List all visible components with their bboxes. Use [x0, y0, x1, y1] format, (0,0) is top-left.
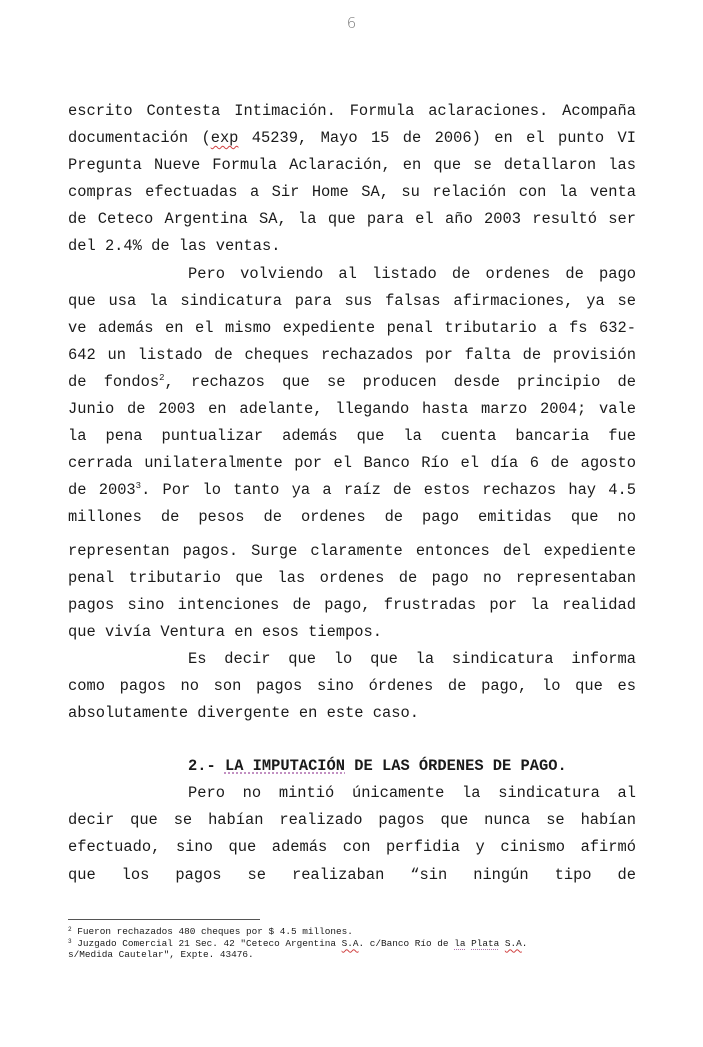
- text-line: [68, 369, 636, 396]
- text-line: Pregunta Nueve Formula Aclaración, en que se detallaron las: [68, 156, 636, 175]
- spellcheck-word[interactable]: S.A: [341, 937, 359, 949]
- footnote-ref-2[interactable]: 2: [159, 372, 165, 383]
- text-line: [68, 125, 636, 152]
- text-fragment: 45239, Mayo 15 de 2006) en el punto VI: [238, 129, 636, 148]
- footnote-text: . c/Banco Río de: [358, 937, 455, 949]
- text-line: compras efectuadas a Sir Home SA, su relación con la venta: [68, 183, 636, 202]
- footnote-separator: [68, 919, 260, 920]
- text-fragment: , rechazos que se producen desde principio de: [164, 372, 636, 391]
- text-line: que los pagos se realizaban “sin ningún tipo de: [68, 865, 636, 884]
- text-line: Pero no mintió únicamente la sindicatura al: [188, 784, 636, 803]
- text-line: que usa la sindicatura para sus falsas afirmaciones, ya se: [68, 291, 636, 310]
- text-line: efectuado, sino que además con perfidia y cinismo afirmó: [68, 838, 636, 857]
- text-fragment: de fondos: [68, 372, 160, 391]
- text-line: decir que se habían realizado pagos que nunca se habían: [68, 811, 636, 830]
- footnote-text: Fueron rechazados 480 cheques por $ 4.5 millones.: [71, 926, 353, 937]
- text-line: Junio de 2003 en adelante, llegando hasta marzo 2004; vale: [68, 400, 636, 419]
- text-line: Pero volviendo al listado de ordenes de pago: [188, 264, 636, 283]
- spellcheck-word[interactable]: exp: [210, 129, 239, 148]
- paragraph-4: [68, 780, 636, 888]
- heading-number: 2.-: [188, 757, 225, 776]
- grammar-word[interactable]: Plata: [471, 937, 500, 949]
- footnote-mark: 3: [68, 937, 72, 945]
- text-line: escrito Contesta Intimación. Formula aclaraciones. Acompaña: [68, 102, 636, 120]
- paragraph-3: [68, 646, 636, 727]
- text-line: representan pagos. Surge claramente entonces del expediente: [68, 541, 636, 560]
- text-line: 642 un listado de cheques rechazados por falta de provisión: [68, 345, 636, 364]
- text-line: cerrada unilateralmente por el Banco Río el día 6 de agosto: [68, 454, 636, 473]
- footnote-3-continued: s/Medida Cautelar", Expte. 43476.: [68, 949, 254, 960]
- grammar-word[interactable]: la: [454, 937, 466, 949]
- footnotes: [68, 926, 648, 961]
- text-line: ve además en el mismo expediente penal tributario a fs 632-: [68, 318, 636, 337]
- text-line: del 2.4% de las ventas.: [68, 237, 281, 256]
- text-fragment: de 2003: [68, 481, 136, 500]
- text-line: que vivía Ventura en esos tiempos.: [68, 622, 383, 641]
- paragraph-2: [68, 261, 636, 646]
- footnote-ref-3[interactable]: 3: [135, 481, 142, 492]
- text-line: pagos sino intenciones de pago, frustradas por la realidad: [68, 595, 636, 614]
- footnote-text: Juzgado Comercial 21 Sec. 42 "Ceteco Argentina: [71, 937, 342, 949]
- text-line: penal tributario que las ordenes de pago no representaban: [68, 568, 636, 587]
- text-fragment: . Por lo tanto ya a raíz de estos rechazos hay 4.5: [141, 481, 637, 500]
- text-line: Es decir que lo que la sindicatura informa: [188, 649, 636, 668]
- heading-underlined-text[interactable]: LA IMPUTACIÓN: [224, 757, 346, 776]
- text-line: la pena puntualizar además que la cuenta bancaria fue: [68, 427, 636, 446]
- text-line: [68, 477, 636, 504]
- footnote-2: [68, 926, 648, 938]
- spellcheck-word[interactable]: S.A: [504, 937, 522, 949]
- text-fragment: documentación (: [68, 129, 211, 148]
- text-line: de Ceteco Argentina SA, la que para el año 2003 resultó ser: [68, 210, 636, 229]
- heading-text: DE LAS ÓRDENES DE PAGO.: [345, 757, 567, 776]
- page-number: 6: [346, 14, 357, 32]
- document-body: [68, 98, 636, 889]
- footnote-text: .: [521, 937, 528, 949]
- text-line: como pagos no son pagos sino órdenes de pago, lo que es: [68, 676, 636, 695]
- text-line: millones de pesos de ordenes de pago emitidas que no: [68, 508, 636, 527]
- section-heading: [68, 753, 636, 780]
- footnote-3: [68, 938, 648, 950]
- paragraph-1: [68, 98, 636, 261]
- footnote-mark: 2: [68, 926, 72, 933]
- text-line: absolutamente divergente en este caso.: [68, 704, 419, 723]
